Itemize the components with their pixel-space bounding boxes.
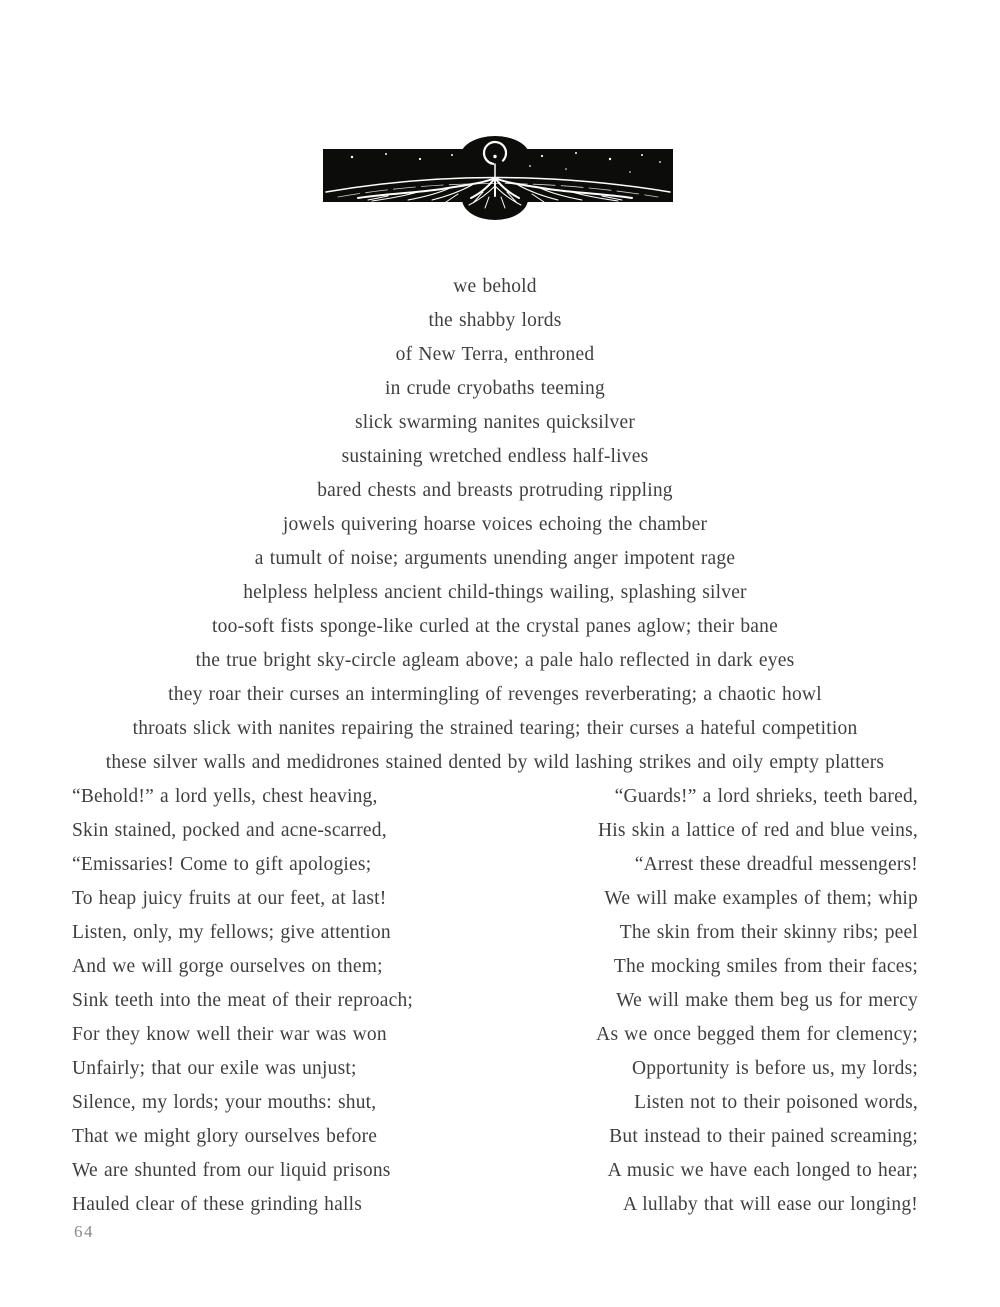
poem-line: we behold (453, 276, 537, 297)
poem-columns (72, 780, 918, 1222)
poem-line: slick swarming nanites quicksilver (354, 412, 636, 433)
poem-left-column (72, 780, 487, 1222)
poem-line: A lullaby that will ease our longing! (622, 1194, 918, 1215)
poem-line: We are shunted from our liquid prisons (72, 1160, 391, 1181)
poem-line: Silence, my lords; your mouths: shut, (72, 1092, 377, 1113)
poem-line: the shabby lords (428, 310, 562, 331)
poem-line: jowels quivering hoarse voices echoing the chamber (282, 514, 708, 535)
poem-line: That we might glory ourselves before (72, 1126, 378, 1147)
poem (72, 270, 918, 1222)
poem-line: of New Terra, enthroned (395, 344, 595, 365)
poem-line: We will make them beg us for mercy (616, 990, 918, 1011)
sun-over-roots-ornament (322, 134, 674, 224)
poem-line: Hauled clear of these grinding halls (72, 1194, 362, 1215)
poem-line: Sink teeth into the meat of their reproach; (72, 990, 414, 1011)
poem-line: As we once begged them for clemency; (596, 1024, 918, 1045)
poem-line: helpless helpless ancient child-things wailing, splashing silver (243, 582, 747, 603)
poem-line: But instead to their pained screaming; (609, 1126, 918, 1147)
poem-right-column (503, 780, 918, 1222)
poem-line: For they know well their war was won (72, 1024, 387, 1045)
poem-line: The mocking smiles from their faces; (613, 956, 918, 977)
poem-line: To heap juicy fruits at our feet, at last! (72, 888, 387, 909)
poem-line: “Emissaries! Come to gift apologies; (72, 854, 372, 875)
poem-line: sustaining wretched endless half-lives (341, 446, 649, 467)
poem-centered-stanza (72, 270, 918, 780)
poem-line: a tumult of noise; arguments unending anger impotent rage (254, 548, 736, 569)
poem-line: too-soft fists sponge-like curled at the crystal panes aglow; their bane (212, 616, 778, 637)
poem-line: Skin stained, pocked and acne-scarred, (72, 820, 387, 841)
poem-line: Opportunity is before us, my lords; (631, 1058, 918, 1079)
poem-line: “Guards!” a lord shrieks, teeth bared, (614, 786, 918, 807)
poem-line: “Arrest these dreadful messengers! (634, 854, 918, 875)
poem-line: in crude cryobaths teeming (385, 378, 605, 399)
poem-line: Unfairly; that our exile was unjust; (72, 1058, 357, 1079)
roots-banner-illustration (322, 134, 674, 224)
page-number: 64 (74, 1222, 94, 1241)
poem-line: His skin a lattice of red and blue veins, (598, 820, 918, 841)
poem-line: they roar their curses an intermingling of revenges reverberating; a chaotic howl (168, 684, 822, 705)
poem-line: And we will gorge ourselves on them; (72, 956, 383, 977)
poem-line: The skin from their skinny ribs; peel (619, 922, 918, 943)
poem-line: “Behold!” a lord yells, chest heaving, (72, 786, 378, 807)
poem-line: the true bright sky-circle agleam above; a pale halo reflected in dark eyes (195, 650, 795, 671)
poem-line: We will make examples of them; whip (604, 888, 918, 909)
poem-line: bared chests and breasts protruding rippling (317, 480, 673, 501)
poem-line: Listen not to their poisoned words, (634, 1092, 918, 1113)
poem-line: Listen, only, my fellows; give attention (72, 922, 391, 943)
poem-line: throats slick with nanites repairing the strained tearing; their curses a hateful competition (132, 718, 858, 739)
poem-line: A music we have each longed to hear; (607, 1160, 918, 1181)
poem-line: these silver walls and medidrones stained dented by wild lashing strikes and oily empty platters (105, 752, 885, 773)
